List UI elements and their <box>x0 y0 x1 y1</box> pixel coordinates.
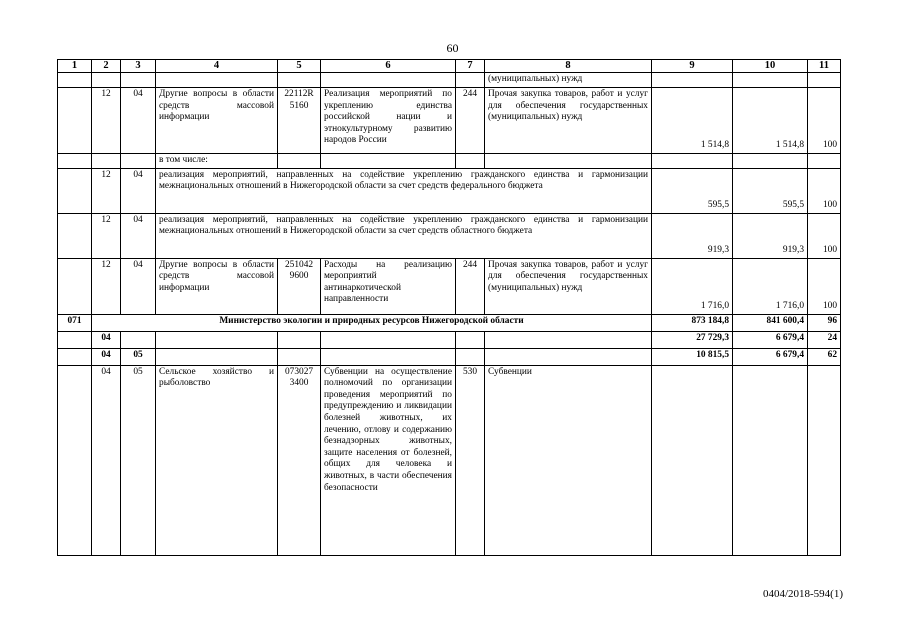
executed-amount: 841 600,4 <box>733 314 808 331</box>
ministry-name: Министерство экологии и природных ресурсов Нижегородской области <box>92 314 652 331</box>
execution-percent: 100 <box>808 258 841 314</box>
expense-type-name: Субвенции <box>485 365 652 555</box>
table-row <box>58 365 841 555</box>
table-row <box>58 258 841 314</box>
planned-amount: 1 716,0 <box>652 258 733 314</box>
table-row <box>58 213 841 258</box>
page-number: 60 <box>446 41 459 55</box>
target-article-code: 073027 3400 <box>278 365 321 555</box>
budget-table <box>57 59 841 556</box>
section-code: 12 <box>92 88 121 154</box>
expense-type-name: Прочая закупка товаров, работ и услуг для обеспечения государственных (муниципальных) нужд <box>485 88 652 154</box>
section-code: 12 <box>92 168 121 213</box>
executed-amount: 6 679,4 <box>733 331 808 348</box>
planned-amount: 595,5 <box>652 168 733 213</box>
section-name: Другие вопросы в области средств массовой информации <box>156 258 278 314</box>
table-row <box>58 88 841 154</box>
execution-percent: 62 <box>808 348 841 365</box>
expense-type-code: 244 <box>456 258 485 314</box>
expense-type-code: 530 <box>456 365 485 555</box>
header-cell: 4 <box>156 60 278 73</box>
subsection-code: 04 <box>121 88 156 154</box>
target-article-name: Расходы на реализацию мероприятий антинаркотической направленности <box>321 258 456 314</box>
expense-type-code: 244 <box>456 88 485 154</box>
ministry-row <box>58 314 841 331</box>
header-cell: 10 <box>733 60 808 73</box>
document-code: 0404/2018-594(1) <box>762 588 843 600</box>
execution-percent: 100 <box>808 88 841 154</box>
header-cell: 9 <box>652 60 733 73</box>
section-code: 04 <box>92 331 121 348</box>
execution-percent: 100 <box>808 213 841 258</box>
section-name: Сельское хозяйство и рыболовство <box>156 365 278 555</box>
table-row <box>58 348 841 365</box>
header-cell: 1 <box>58 60 92 73</box>
header-cell: 8 <box>485 60 652 73</box>
executed-amount: 1 514,8 <box>733 88 808 154</box>
header-cell: 11 <box>808 60 841 73</box>
target-article-name: Субвенции на осуществление полномочий по организации проведения мероприятий по предупреждению и ликвидации болезней животных, их лечению, отлову и содержанию безнадзорных животных, защите населения от болезней, общих для человека и животных, в части обеспечения безопасности <box>321 365 456 555</box>
section-name: Другие вопросы в области средств массовой информации <box>156 88 278 154</box>
execution-percent: 24 <box>808 331 841 348</box>
section-code: 04 <box>92 365 121 555</box>
table-row <box>58 331 841 348</box>
section-code: 04 <box>92 348 121 365</box>
header-row <box>58 60 841 73</box>
header-cell: 6 <box>321 60 456 73</box>
target-article-code: 22112R 5160 <box>278 88 321 154</box>
subsection-code: 05 <box>121 348 156 365</box>
section-code: 12 <box>92 258 121 314</box>
section-code: 12 <box>92 213 121 258</box>
executed-amount: 595,5 <box>733 168 808 213</box>
subsection-code: 04 <box>121 258 156 314</box>
executed-amount: 1 716,0 <box>733 258 808 314</box>
planned-amount: 919,3 <box>652 213 733 258</box>
including-label: в том числе: <box>156 154 278 169</box>
planned-amount: 873 184,8 <box>652 314 733 331</box>
subsection-code: 04 <box>121 213 156 258</box>
expense-type-cell: (муниципальных) нужд <box>485 73 652 88</box>
header-cell: 3 <box>121 60 156 73</box>
execution-percent: 100 <box>808 168 841 213</box>
subsection-code: 04 <box>121 168 156 213</box>
header-cell: 7 <box>456 60 485 73</box>
measure-description: реализация мероприятий, направленных на содействие укреплению гражданского единства и гармонизации межнациональных отношений в Нижегородской области за счет средств областного бюджета <box>156 213 652 258</box>
expense-type-name: Прочая закупка товаров, работ и услуг для обеспечения государственных (муниципальных) нужд <box>485 258 652 314</box>
measure-description: реализация мероприятий, направленных на содействие укреплению гражданского единства и гармонизации межнациональных отношений в Нижегородской области за счет средств федерального бюджета <box>156 168 652 213</box>
planned-amount: 27 729,3 <box>652 331 733 348</box>
execution-percent: 96 <box>808 314 841 331</box>
target-article-name: Реализация мероприятий по укреплению единства российской нации и этнокультурному развитию народов России <box>321 88 456 154</box>
target-article-code: 251042 9600 <box>278 258 321 314</box>
ministry-code: 071 <box>58 314 92 331</box>
subsection-code: 05 <box>121 365 156 555</box>
table-row <box>58 154 841 169</box>
header-cell: 5 <box>278 60 321 73</box>
planned-amount: 1 514,8 <box>652 88 733 154</box>
executed-amount: 919,3 <box>733 213 808 258</box>
executed-amount: 6 679,4 <box>733 348 808 365</box>
table-row <box>58 73 841 88</box>
header-cell: 2 <box>92 60 121 73</box>
table-row <box>58 168 841 213</box>
planned-amount: 10 815,5 <box>652 348 733 365</box>
